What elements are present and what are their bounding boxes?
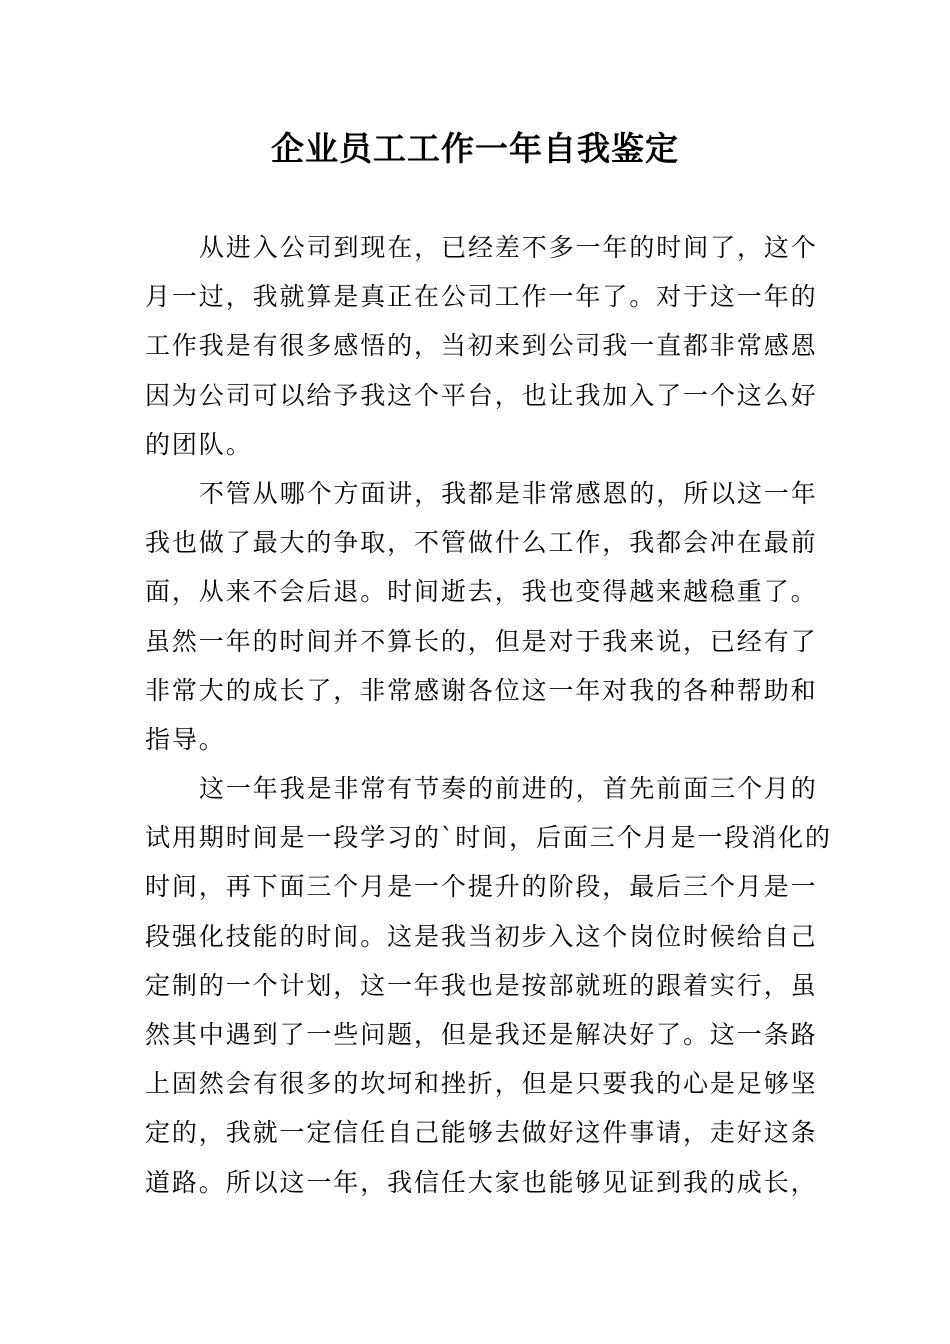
text-line-p1-2: 月一过，我就算是真正在公司工作一年了。对于这一年的 bbox=[145, 282, 818, 312]
text-line-p3-2: 试用期时间是一段学习的`时间，后面三个月是一段消化的 bbox=[145, 823, 832, 853]
text-line-p3-7: 上固然会有很多的坎坷和挫折，但是只要我的心是足够坚 bbox=[145, 1069, 818, 1099]
document-title: 企业员工工作一年自我鉴定 bbox=[271, 129, 679, 168]
document-body bbox=[145, 223, 832, 1207]
text-line-p3-6: 然其中遇到了一些问题，但是我还是解决好了。这一条路 bbox=[145, 1020, 818, 1049]
text-line-p1-4: 因为公司可以给予我这个平台，也让我加入了一个这么好 bbox=[145, 380, 818, 410]
text-line-p2-1: 不管从哪个方面讲，我都是非常感恩的，所以这一年 bbox=[199, 478, 818, 508]
text-line-p3-4: 段强化技能的时间。这是我当初步入这个岗位时候给自己 bbox=[145, 921, 818, 951]
text-line-p1-1: 从进入公司到现在，已经差不多一年的时间了，这个 bbox=[199, 233, 818, 262]
text-line-p3-9: 道路。所以这一年，我信任大家也能够见证到我的成长， bbox=[145, 1167, 818, 1197]
text-line-p2-4: 虽然一年的时间并不算长的，但是对于我来说，已经有了 bbox=[145, 626, 818, 656]
text-line-p2-6: 指导。 bbox=[145, 724, 226, 754]
text-line-p2-3: 面，从来不会后退。时间逝去，我也变得越来越稳重了。 bbox=[145, 577, 818, 607]
text-line-p2-2: 我也做了最大的争取，不管做什么工作，我都会冲在最前 bbox=[145, 528, 818, 558]
text-line-p3-5: 定制的一个计划，这一年我也是按部就班的跟着实行，虽 bbox=[145, 970, 818, 1000]
text-line-p3-1: 这一年我是非常有节奏的前进的，首先前面三个月的 bbox=[199, 774, 818, 804]
text-line-p2-5: 非常大的成长了，非常感谢各位这一年对我的各种帮助和 bbox=[145, 675, 818, 705]
text-line-p3-8: 定的，我就一定信任自己能够去做好这件事请，走好这条 bbox=[145, 1118, 818, 1148]
text-line-p3-3: 时间，再下面三个月是一个提升的阶段，最后三个月是一 bbox=[145, 872, 818, 902]
text-line-p1-5: 的团队。 bbox=[145, 429, 253, 459]
text-line-p1-3: 工作我是有很多感悟的，当初来到公司我一直都非常感恩 bbox=[145, 331, 818, 361]
